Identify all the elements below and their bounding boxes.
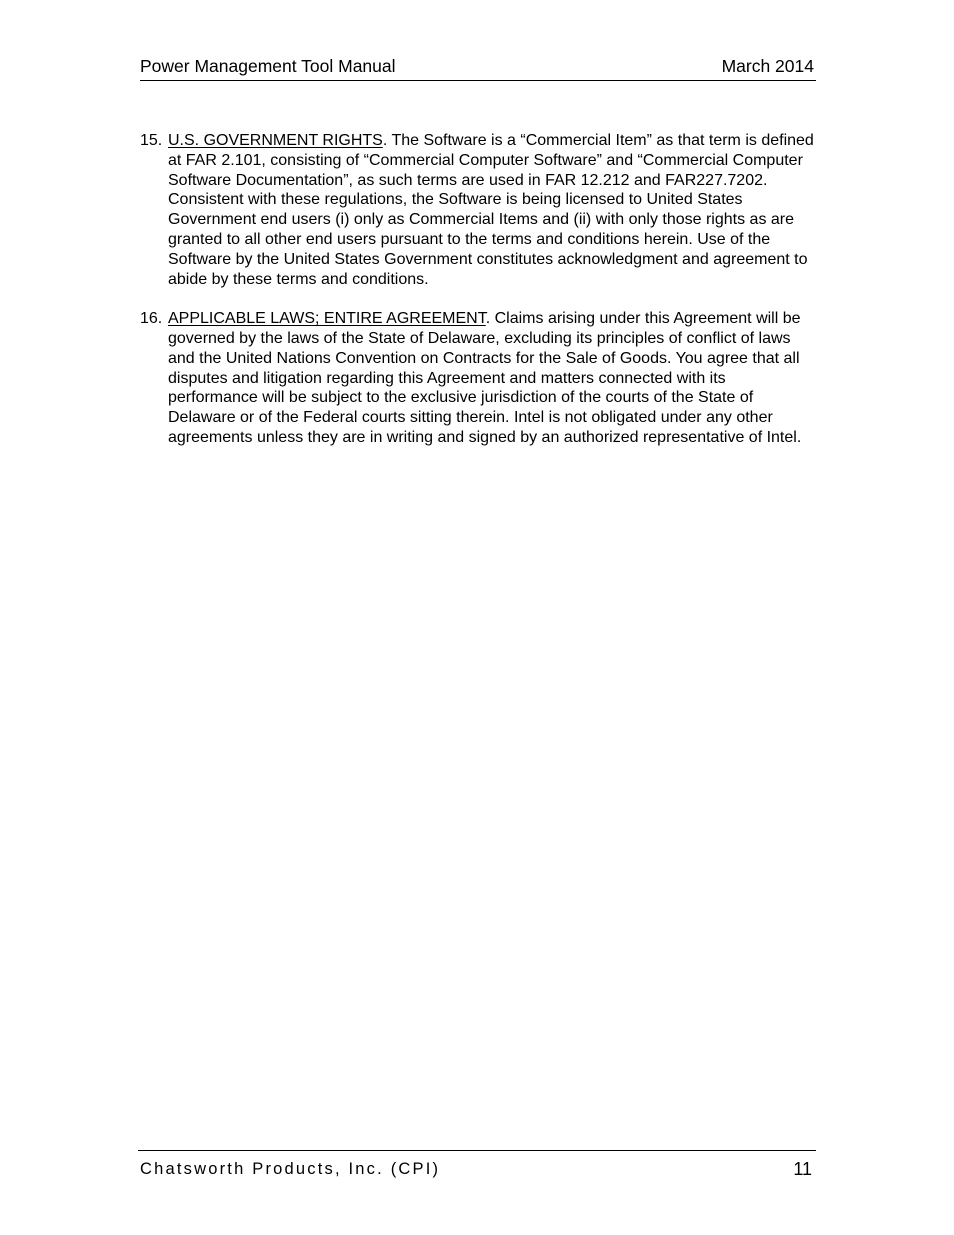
document-title: Power Management Tool Manual bbox=[140, 56, 396, 76]
footer-company: Chatsworth Products, Inc. (CPI) bbox=[140, 1160, 441, 1178]
clause-heading: U.S. GOVERNMENT RIGHTS bbox=[168, 132, 383, 149]
page-header bbox=[140, 56, 816, 81]
clause-heading: APPLICABLE LAWS; ENTIRE AGREEMENT bbox=[168, 310, 486, 328]
clause-body: . Claims arising under this Agreement will be governed by the laws of the State of Delaware, excluding its principles of conflict of laws and the United Nations Convention on Contracts for the Sale of Goods. You agree that all disputes and litigation regarding this Agreement and matters connected with its performance will be subject to the exclusive jurisdiction of the courts of the State of Delaware or of the Federal courts sitting therein. Intel is not obligated under any other agreements unless they are in writing and signed by an authorized representative of Intel. bbox=[168, 310, 802, 446]
clause-number: 15. bbox=[140, 132, 163, 149]
clause-number: 16. bbox=[140, 310, 163, 328]
clause-16 bbox=[140, 309, 816, 448]
page-content bbox=[140, 131, 816, 468]
clause-15 bbox=[140, 131, 816, 289]
document-date: March 2014 bbox=[721, 56, 814, 76]
clause-body: . The Software is a “Commercial Item” as that term is defined at FAR 2.101, consisting of “Commercial Computer Software” and “Commercial Computer Software Documentation”, as such terms are used in FAR 12.212 and FAR227.7202. Consistent with these regulations, the Software is being licensed to United States Government end users (i) only as Commercial Items and (ii) with only those rights as are granted to all other end users pursuant to the terms and conditions herein. Use of the Software by the United States Government constitutes acknowledgment and agreement to abide by these terms and conditions. bbox=[168, 132, 814, 288]
page-number: 11 bbox=[793, 1159, 812, 1179]
page-footer bbox=[138, 1150, 816, 1179]
